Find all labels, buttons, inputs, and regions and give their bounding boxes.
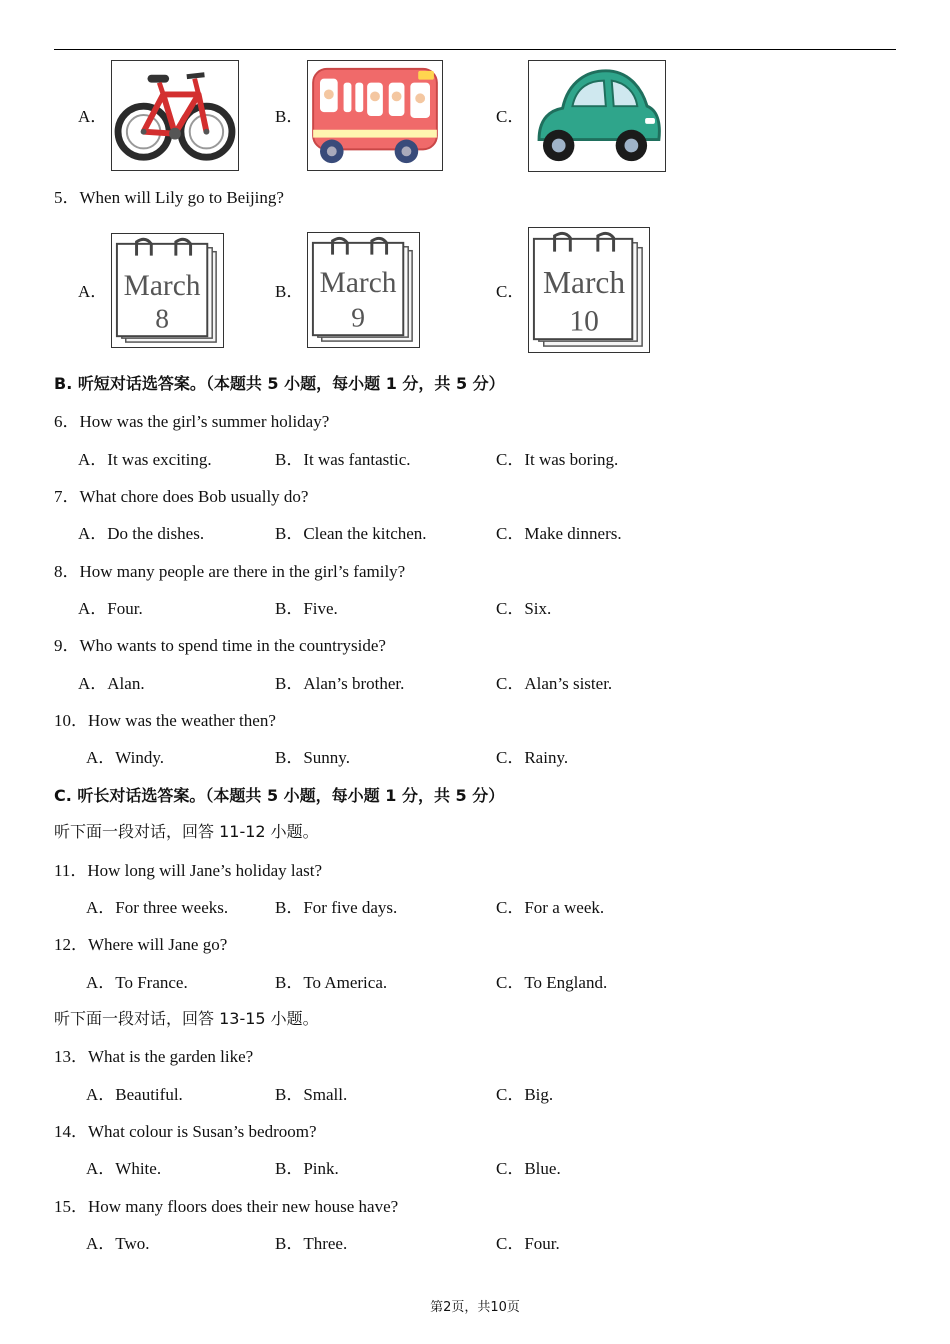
q5-option-c-calendar[interactable] [528, 227, 650, 353]
q4-option-b-image[interactable] [307, 60, 443, 171]
q6-question: 6．How was the girl’s summer holiday? [54, 412, 330, 431]
q9-option-a[interactable]: A．Alan. [78, 674, 145, 693]
q6-option-c[interactable]: C．It was boring. [496, 450, 619, 469]
q7-question: 7．What chore does Bob usually do? [54, 487, 309, 506]
q14-option-b[interactable]: B．Pink. [275, 1159, 339, 1178]
calendar-day: 8 [155, 302, 169, 334]
calendar-icon [308, 233, 419, 347]
q7-option-b[interactable]: B．Clean the kitchen. [275, 524, 427, 543]
q9-option-c[interactable]: C．Alan’s sister. [496, 674, 613, 693]
q7-option-a[interactable]: A．Do the dishes. [78, 524, 205, 543]
q11-question: 11．How long will Jane’s holiday last? [54, 861, 323, 880]
q13-option-a[interactable]: A．Beautiful. [86, 1085, 183, 1104]
section-c-instruction-1: 听下面一段对话，回答 11-12 小题。 [54, 822, 319, 841]
q4-option-a-label[interactable]: A． [78, 107, 108, 126]
calendar-month: March [543, 264, 626, 300]
page-footer: 第2页，共10页 [430, 1300, 520, 1315]
q15-question: 15．How many floors does their new house have? [54, 1197, 399, 1216]
q5-option-b-label[interactable]: B． [275, 282, 304, 301]
q4-option-b-label[interactable]: B． [275, 107, 304, 126]
q12-question: 12．Where will Jane go? [54, 935, 228, 954]
q11-option-c[interactable]: C．For a week. [496, 898, 605, 917]
q13-option-c[interactable]: C．Big. [496, 1085, 554, 1104]
q15-option-a[interactable]: A．Two. [86, 1234, 150, 1253]
q11-option-b[interactable]: B．For five days. [275, 898, 398, 917]
bicycle-icon [112, 61, 238, 170]
q4-option-c-image[interactable] [528, 60, 666, 172]
calendar-month: March [319, 266, 397, 299]
calendar-icon [112, 234, 223, 347]
q12-option-a[interactable]: A．To France. [86, 973, 188, 992]
q5-option-b-calendar[interactable] [307, 232, 420, 348]
bus-icon [308, 61, 442, 170]
q12-option-b[interactable]: B．To America. [275, 973, 388, 992]
q9-question: 9．Who wants to spend time in the countryside? [54, 636, 386, 655]
q5-option-c-label[interactable]: C． [496, 282, 525, 301]
q4-option-c-label[interactable]: C． [496, 107, 525, 126]
calendar-icon [529, 228, 649, 352]
q15-option-c[interactable]: C．Four. [496, 1234, 560, 1253]
calendar-day: 10 [569, 305, 599, 338]
car-icon [529, 61, 665, 171]
q14-option-a[interactable]: A．White. [86, 1159, 162, 1178]
q13-question: 13．What is the garden like? [54, 1047, 254, 1066]
q8-option-a[interactable]: A．Four. [78, 599, 143, 618]
section-c-instruction-2: 听下面一段对话，回答 13-15 小题。 [54, 1009, 319, 1028]
q7-option-c[interactable]: C．Make dinners. [496, 524, 622, 543]
q8-question: 8．How many people are there in the girl’s family? [54, 562, 406, 581]
q13-option-b[interactable]: B．Small. [275, 1085, 348, 1104]
q10-option-b[interactable]: B．Sunny. [275, 748, 350, 767]
q14-option-c[interactable]: C．Blue. [496, 1159, 561, 1178]
q4-option-a-image[interactable] [111, 60, 239, 171]
q15-option-b[interactable]: B．Three. [275, 1234, 348, 1253]
q10-option-c[interactable]: C．Rainy. [496, 748, 569, 767]
section-c-heading: C. 听长对话选答案。（本题共 5 小题，每小题 1 分，共 5 分） [54, 786, 505, 805]
q10-option-a[interactable]: A．Windy. [86, 748, 165, 767]
q10-question: 10．How was the weather then? [54, 711, 276, 730]
q6-option-a[interactable]: A．It was exciting. [78, 450, 212, 469]
q5-question: 5．When will Lily go to Beijing? [54, 188, 284, 207]
q5-option-a-calendar[interactable] [111, 233, 224, 348]
q5-option-a-label[interactable]: A． [78, 282, 108, 301]
q12-option-c[interactable]: C．To England. [496, 973, 608, 992]
calendar-month: March [123, 269, 201, 302]
q9-option-b[interactable]: B．Alan’s brother. [275, 674, 405, 693]
top-rule [54, 49, 896, 50]
q8-option-b[interactable]: B．Five. [275, 599, 338, 618]
section-b-heading: B. 听短对话选答案。（本题共 5 小题，每小题 1 分，共 5 分） [54, 374, 505, 393]
calendar-day: 9 [351, 301, 365, 333]
q14-question: 14．What colour is Susan’s bedroom? [54, 1122, 317, 1141]
q8-option-c[interactable]: C．Six. [496, 599, 552, 618]
q11-option-a[interactable]: A．For three weeks. [86, 898, 229, 917]
q6-option-b[interactable]: B．It was fantastic. [275, 450, 411, 469]
